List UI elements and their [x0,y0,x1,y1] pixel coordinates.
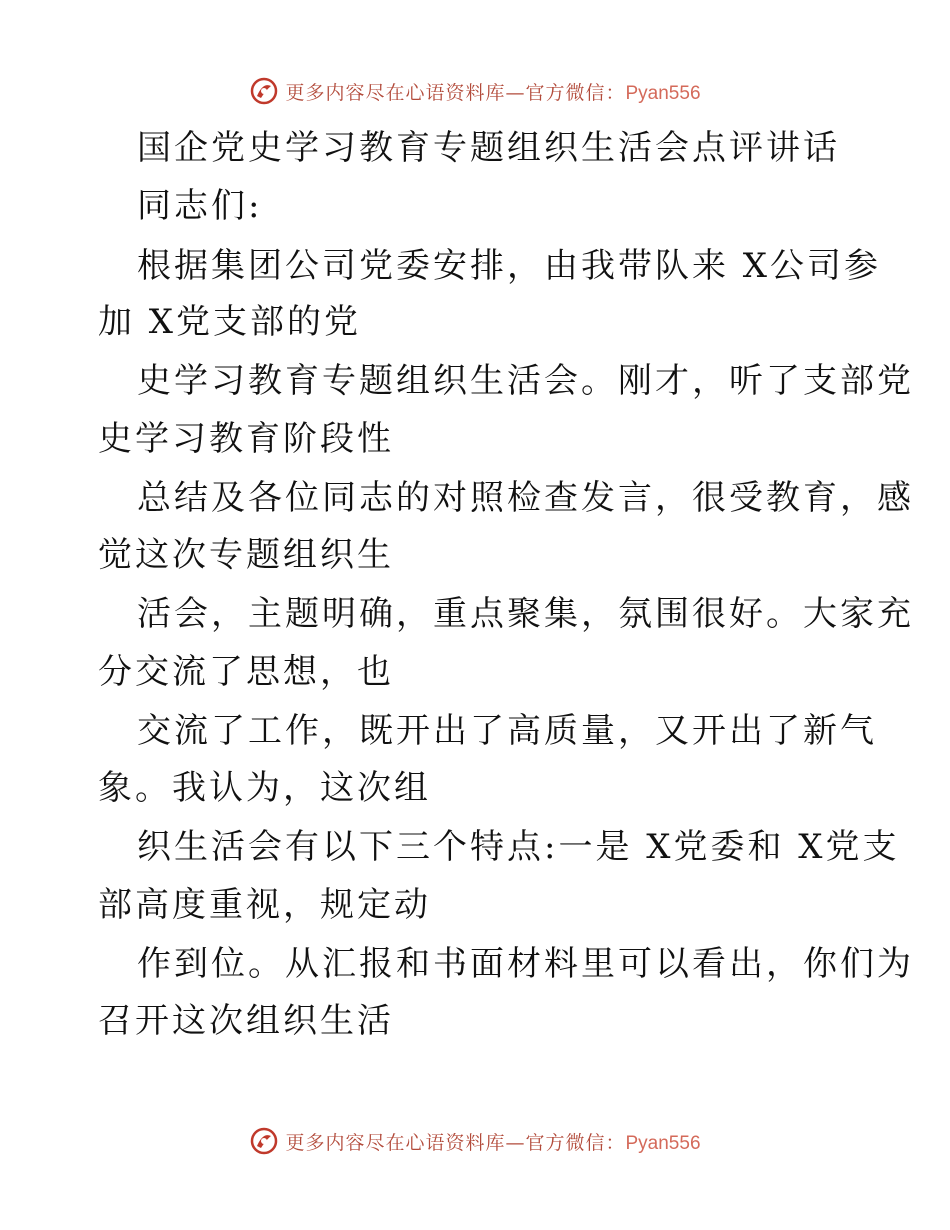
document-title: 国企党史学习教育专题组织生活会点评讲话 [137,128,840,168]
watermark-text: 更多内容尽在心语资料库—官方微信：Pyan556 [285,1131,701,1154]
watermark-wechat-id: Pyan556 [625,1132,701,1154]
paragraph-line: 根据集团公司党委安排，由我带队来 X公司参 [137,246,882,286]
footer-watermark [0,1121,950,1161]
red-swirl-logo-icon [249,1126,279,1156]
paragraph-line: 总结及各位同志的对照检查发言，很受教育，感 [137,478,914,518]
watermark-text: 更多内容尽在心语资料库—官方微信：Pyan556 [285,81,701,104]
paragraph-line: 分交流了思想，也 [98,652,394,692]
paragraph-line: 史学习教育阶段性 [98,419,394,459]
paragraph-line: 觉这次专题组织生 [98,535,394,575]
paragraph-line: 交流了工作，既开出了高质量，又开出了新气 [137,711,877,751]
paragraph-line: 活会，主题明确，重点聚集，氛围很好。大家充 [137,594,914,634]
salutation: 同志们: [137,186,263,226]
header-watermark [0,71,950,111]
red-swirl-logo-icon [249,76,279,106]
paragraph-line: 加 X党支部的党 [98,302,362,342]
paragraph-line: 作到位。从汇报和书面材料里可以看出，你们为 [137,944,914,984]
paragraph-line: 象。我认为，这次组 [98,768,431,808]
paragraph-line: 部高度重视，规定动 [98,885,431,925]
paragraph-line: 召开这次组织生活 [98,1001,394,1041]
paragraph-line: 史学习教育专题组织生活会。刚才，听了支部党 [137,361,914,401]
paragraph-line: 织生活会有以下三个特点:一是 X党委和 X党支 [137,827,900,867]
watermark-wechat-id: Pyan556 [625,82,701,104]
